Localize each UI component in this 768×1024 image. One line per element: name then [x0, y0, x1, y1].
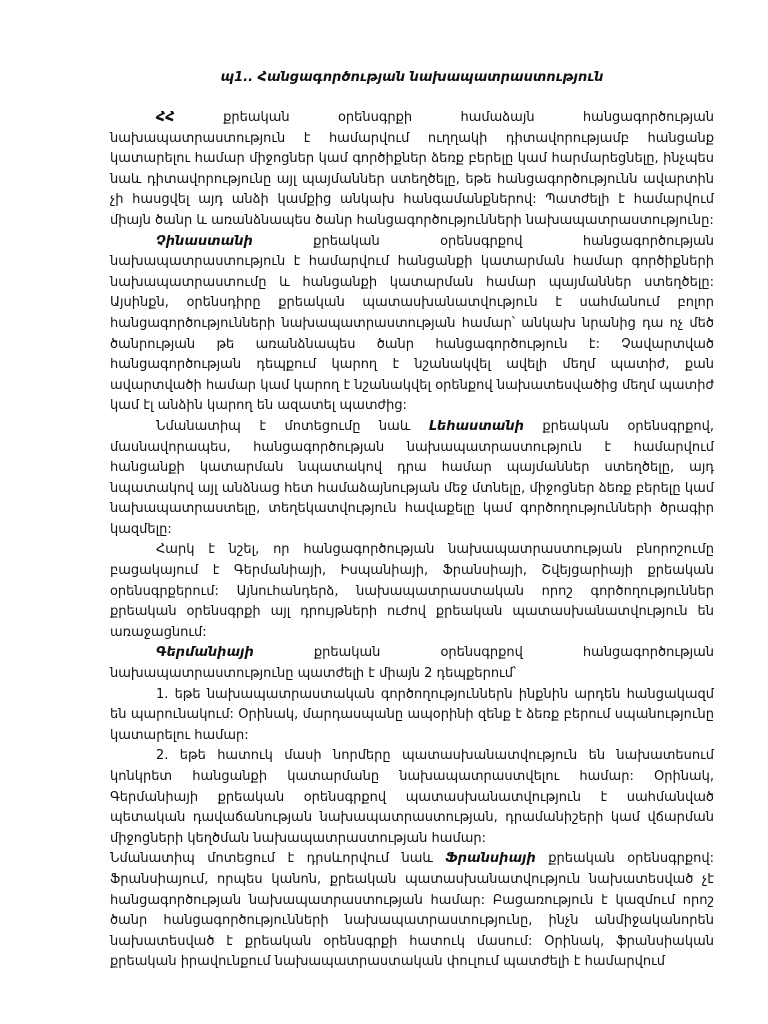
paragraph-germany: [110, 643, 714, 684]
paragraph-text-before: Նմանատիպ մոտեցում է դրսևորվում նաև: [110, 851, 446, 867]
country-name-france: Ֆրանսիայի: [445, 851, 536, 867]
paragraph-absence-definition: [110, 540, 714, 643]
paragraph-text: քրեական օրենսգրքով, մասնավորապես, հանցագործության նախապատրաստություն է համարվում հանցանքի կատարման նպատակով դրա համար պայմաններ ստեղծելը, այդ նպատակով այլ անձնաց հետ համաձայնության մեջ մտնելը, միջոցներ ձեռք բերելը կամ նախապատրաստելը, տեղեկատվություն հավաքելը կամ գործողությունների ծրագիր կազմելը:: [110, 418, 714, 537]
paragraph-text-before: Նմանատիպ է մոտեցումը նաև: [156, 418, 429, 434]
list-item-2: [110, 746, 714, 849]
paragraph-text: քրեական օրենսգրքով հանցագործության նախապատրաստություն է համարվում հանցանքի կատարման համար գործիքների նախապատրաստումը և հանցանքի կատարման համար պայմաններ ստեղծելը: Այսինքն, օրենսդիրը քրեական պատասխանատվություն է սահմանում բոլոր հանցագործությունների նախապատրաստության համար՝ անկախ նրանից դա ոչ մեծ ծանրության թե առանձնապես ծանր հանցագործություն է: Չավարտված հանցագործության դեպքում կարող է նշանակվել ավելի մեղմ պատիժ, քան ավարտվածի համար կամ կարող է նշանակվել օրենքով նախատեսվածից մեղմ պատիժ կամ էլ անձին կարող են ազատել պատժից:: [110, 233, 714, 414]
section-title: պ1.. Հանցագործության նախապատրաստություն: [220, 70, 604, 85]
country-name-poland: Լեհաստանի: [428, 418, 524, 434]
list-item-text: 1. եթե նախապատրաստական գործողություններն ինքնին արդեն հանցակազմ են պարունակում: Օրինակ, մարդասպանը ապօրինի զենք է ձեռք բերում սպանությունը կատարելու համար:: [110, 686, 714, 743]
country-name-armenia: ՀՀ: [156, 110, 175, 125]
paragraph-text: քրեական օրենսգրքի համաձայն հանցագործության նախապատրաստություն է համարվում ուղղակի դիտավորությամբ հանցանք կատարելու համար միջոցներ կամ գործիքներ ձեռք բերելը կամ հարմարեցնելը, ինչպես նաև դիտավորությունը այլ պայմաններ ստեղծելը, եթե հանցագործությունն ավարտին չի հասցվել այդ անձի կամքից անկախ հանգամանքներով: Պատժելի է համարվում միայն ծանր և առանձնապես ծանր հանցագործությունների նախապատրաստությունը:: [110, 110, 714, 228]
paragraph-poland: [110, 417, 714, 541]
list-item-text: 2. եթե հատուկ մասի նորմերը պատասխանատվություն են նախատեսում կոնկրետ հանցանքի կատարմանը նախապատրաստվելու համար: Օրինակ, Գերմանիայի քրեական օրենսգրքով պատասխանատվություն է սահմանված պետական դավաճանության նախապատրաստության, դրամանիշերի կամ վճարման միջոցների կեղծման նախապատրաստության համար:: [110, 748, 714, 846]
list-item-1: [110, 685, 714, 747]
paragraph-france: [110, 849, 714, 973]
country-name-china: Չինաստանի: [156, 233, 253, 249]
country-name-germany: Գերմանիայի: [156, 645, 254, 661]
paragraph-text: քրեական օրենսգրքով: Ֆրանսիայում, որպես կանոն, քրեական պատասխանատվություն նախատեսված չէ հանցագործության նախապատրաստության համար: Բացառություն է կազմում որոշ ծանր հանցագործությունների նախապատրաստությունը, ինչն անմիջականորեն նախատեսված է քրեական օրենսգրքի հատուկ մասում: Օրինակ, ֆրանսիական քրեական իրավունքում նախապատրաստական փուլում պատժելի է համարվում: [110, 851, 714, 970]
paragraph-china: [110, 232, 714, 417]
paragraph-text: քրեական օրենսգրքով հանցագործության նախապատրաստությունը պատժելի է միայն 2 դեպքերում՝: [110, 645, 714, 682]
paragraph-text: Հարկ է նշել, որ հանցագործության նախապատրաստության բնորոշումը բացակայում է Գերմանիայի, Իսպանիայի, Ֆրանսիայի, Շվեյցարիայի քրեական օրենսգրքերում: Այնուհանդերձ, նախապատրաստական որոշ գործողություններ քրեական օրենսգրքի այլ դրույթների ուժով քրեական պատասխանատվություն են առաջացնում:: [110, 542, 714, 640]
paragraph-armenia: [110, 108, 714, 232]
